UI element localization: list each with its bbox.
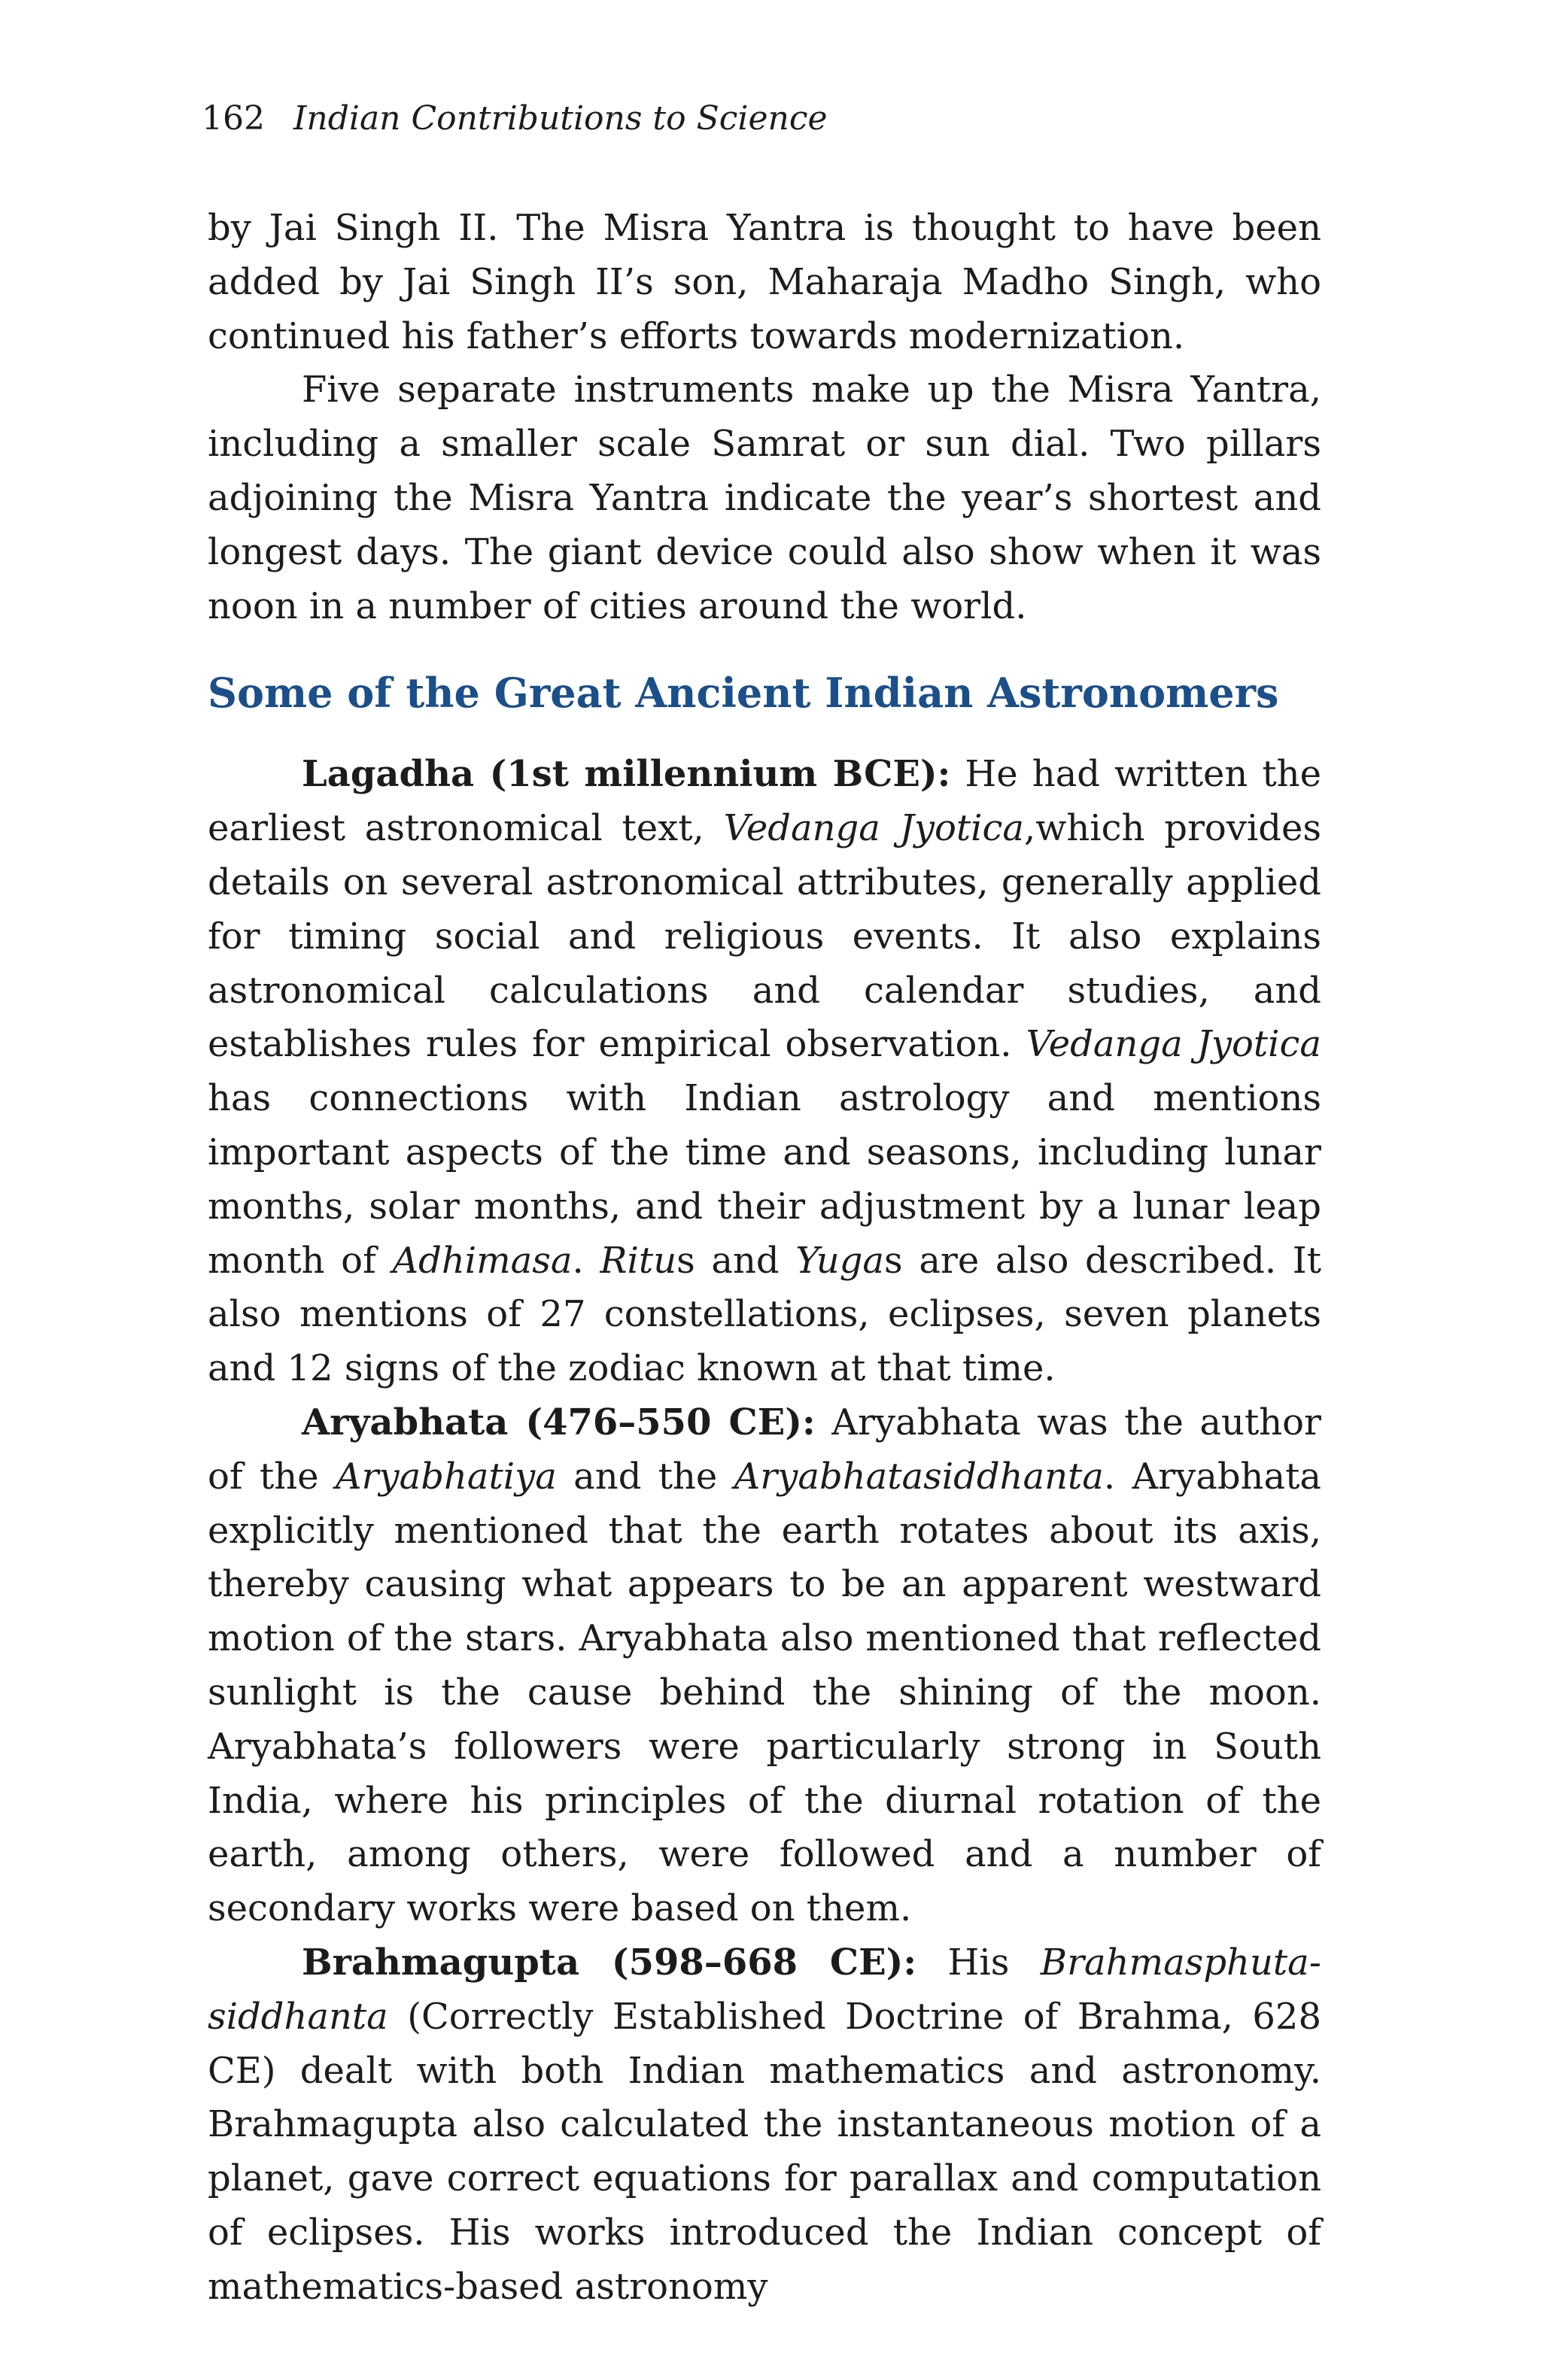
entry-lead-lagadha: Lagadha (1st millennium BCE): xyxy=(302,753,951,796)
book-title: Indian Contributions to Science xyxy=(293,99,828,138)
running-header xyxy=(202,96,828,141)
entry-text: has connections with Indian astrology and mentions important aspects of the time and seasons, including lunar months, solar months, and their adjustment by a lunar leap month of xyxy=(208,1077,1321,1282)
entry-text: . xyxy=(572,1239,600,1282)
entry-lead-aryabhata: Aryabhata (476–550 CE): xyxy=(302,1401,816,1443)
entry-text: His xyxy=(916,1941,1041,1984)
entry-lead-brahmagupta: Brahmagupta (598–668 CE): xyxy=(302,1941,917,1984)
term-italic: Adhimasa xyxy=(392,1239,573,1282)
body-text xyxy=(208,202,1321,2314)
entry-aryabhata xyxy=(208,1396,1321,1936)
entry-text: . Aryabhata explicitly mentioned that the earth rotates about its axis, thereby causing what appears to be an apparent westward motion of the stars. Aryabhata also mentioned that reflected sunlight is the cause behind the shining of the moon. Aryabhata’s followers were particularly strong in South India, where his principles of the diurnal rotation of the earth, among others, were followed and a number of secondary works were based on them. xyxy=(208,1455,1321,1930)
entry-lagadha xyxy=(208,748,1321,1396)
book-title-italic: Vedanga Jyotica xyxy=(1026,1023,1322,1066)
entry-brahmagupta xyxy=(208,1936,1321,2315)
entry-text: and the xyxy=(556,1455,734,1498)
book-title-italic: Vedanga Jyotica xyxy=(723,807,1025,850)
paragraph-jai-singh: by Jai Singh II. The Misra Yantra is thought to have been added by Jai Singh II’s son, Maharaja Madho Singh, who continued his father’s efforts towards modernization. xyxy=(208,207,1321,357)
section-heading: Some of the Great Ancient Indian Astronomers xyxy=(208,669,1279,718)
paragraph-misra-yantra: Five separate instruments make up the Misra Yantra, including a smaller scale Samrat or sun dial. Two pillars adjoining the Misra Yantra indicate the year’s shortest and longest days. The giant device could also show when it was noon in a number of cities around the world. xyxy=(208,369,1321,627)
book-title-italic: Brahmasphuta-siddhanta xyxy=(208,1941,1321,2038)
entry-text: s and xyxy=(676,1239,796,1282)
page-number: 162 xyxy=(202,99,265,138)
term-italic: Ritu xyxy=(600,1239,677,1282)
entry-text: Aryabhata was the author of the xyxy=(208,1401,1321,1498)
book-title-italic: Aryabhatiya xyxy=(335,1455,557,1498)
entry-text: (Correctly Established Doctrine of Brahma, 628 CE) dealt with both Indian mathematics and astronomy. Brahmagupta also calculated the instantaneous motion of a planet, gave correct equations for parallax and computation of eclipses. His works introduced the Indian concept of mathematics-based astronomy xyxy=(208,1995,1321,2308)
term-italic: Yuga xyxy=(795,1239,885,1282)
entry-text: He had written the earliest astronomical text, xyxy=(208,753,1321,850)
book-title-italic: Aryabhatasiddhanta xyxy=(734,1455,1104,1498)
entry-text: ,which provides details on several astronomical attributes, generally applied for timing social and religious events. It also explains astronomical calculations and calendar studies, and establishes rules for empirical observation. xyxy=(208,807,1322,1066)
entry-text: s are also described. It also mentions of 27 constellations, eclipses, seven planets and 12 signs of the zodiac known at that time. xyxy=(208,1239,1321,1390)
